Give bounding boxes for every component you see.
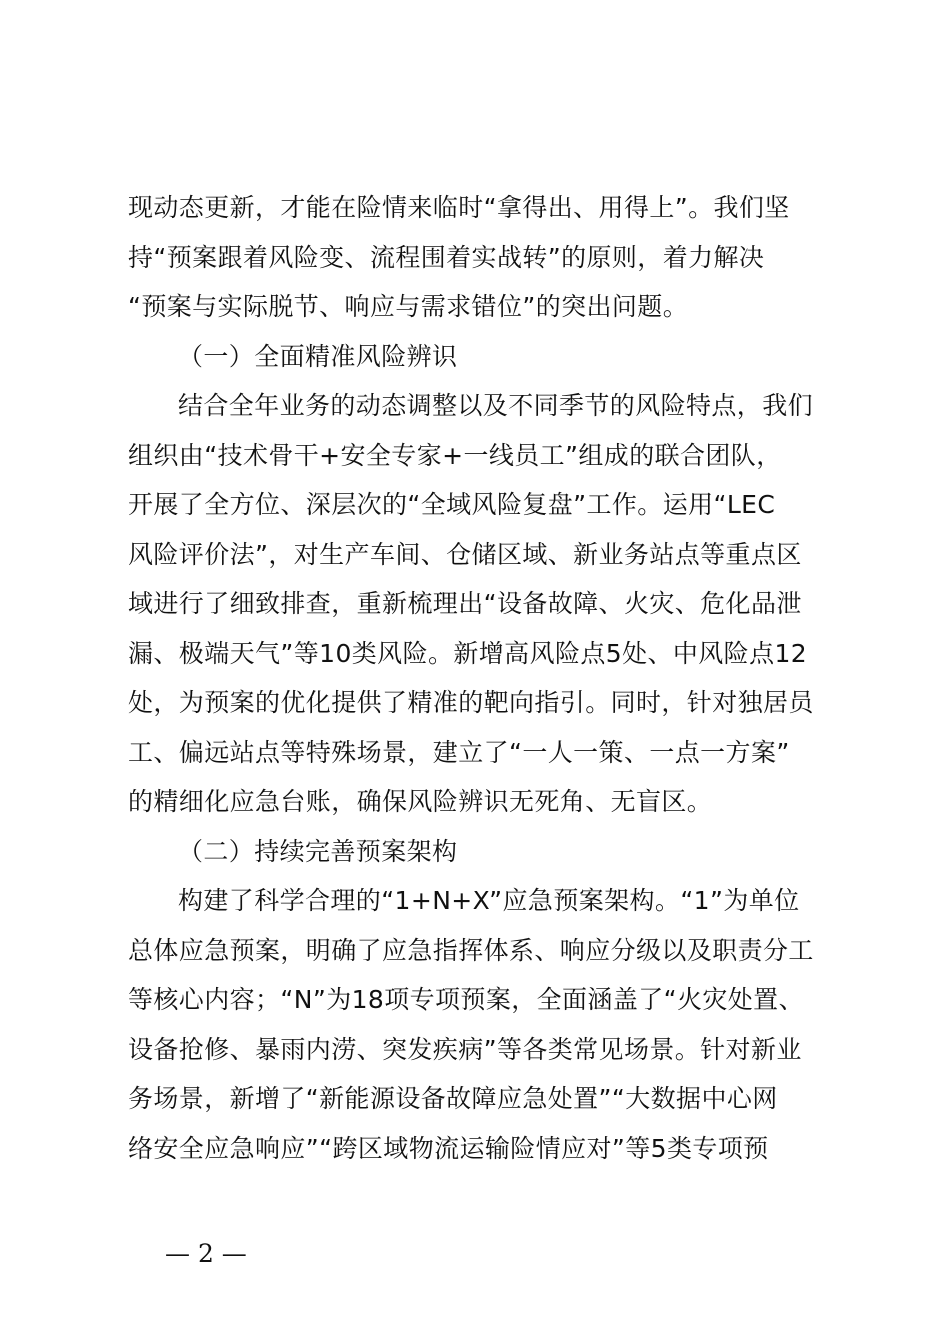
body-line: 处，为预案的优化提供了精准的靶向指引。同时，针对独居员	[128, 688, 814, 717]
body-line: 现动态更新，才能在险情来临时“拿得出、用得上”。我们坚	[128, 193, 790, 222]
body-line: 的精细化应急台账，确保风险辨识无死角、无盲区。	[128, 787, 713, 816]
paragraph-start: 结合全年业务的动态调整以及不同季节的风险特点，我们	[178, 391, 814, 420]
section-heading-2: （二）持续完善预案架构	[178, 836, 458, 866]
section-heading-1: （一）全面精准风险辨识	[178, 341, 458, 371]
page-number: — 2 —	[165, 1239, 247, 1268]
body-line: 开展了全方位、深层次的“全域风险复盘”工作。运用“LEC	[128, 490, 776, 519]
body-line: 务场景，新增了“新能源设备故障应急处置”“大数据中心网	[128, 1084, 778, 1113]
body-line: 工、偏远站点等特殊场景，建立了“一人一策、一点一方案”	[128, 737, 790, 767]
body-line: 漏、极端天气”等10类风险。新增高风险点5处、中风险点12	[128, 638, 808, 668]
body-line: 总体应急预案，明确了应急指挥体系、响应分级以及职责分工	[128, 935, 814, 965]
body-line: 组织由“技术骨干+安全专家+一线员工”组成的联合团队，	[128, 440, 782, 470]
body-line: 等核心内容；“N”为18项专项预案，全面涵盖了“火灾处置、	[128, 985, 804, 1014]
body-text	[128, 183, 838, 1173]
body-line: 持“预案跟着风险变、流程围着实战转”的原则，着力解决	[128, 242, 765, 272]
body-line: 络安全应急响应”“跨区域物流运输险情应对”等5类专项预	[128, 1133, 769, 1163]
body-line: 设备抢修、暴雨内涝、突发疾病”等各类常见场景。针对新业	[128, 1034, 802, 1064]
body-line: 风险评价法”，对生产车间、仓储区域、新业务站点等重点区	[128, 539, 802, 569]
paragraph-start: 构建了科学合理的“1+N+X”应急预案架构。“1”为单位	[178, 886, 800, 915]
body-line: “预案与实际脱节、响应与需求错位”的突出问题。	[128, 292, 689, 321]
body-line: 域进行了细致排查，重新梳理出“设备故障、火灾、危化品泄	[128, 589, 802, 618]
